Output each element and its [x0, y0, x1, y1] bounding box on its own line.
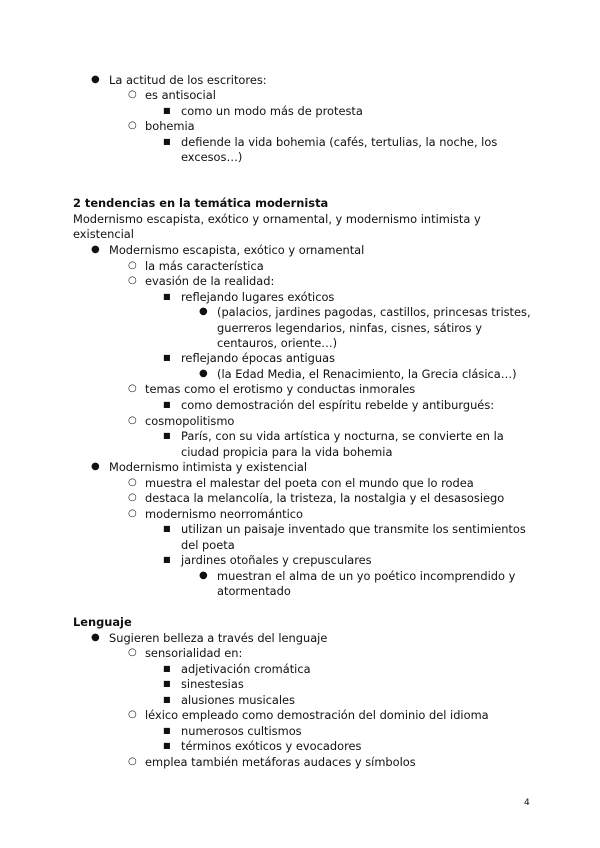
list-item: sensorialidad en:: [145, 646, 243, 660]
bullet-square: ■: [163, 292, 171, 301]
list-item: reflejando lugares exóticos: [181, 290, 335, 304]
bullet-circle: ○: [128, 477, 137, 488]
list-item: evasión de la realidad:: [145, 274, 275, 288]
list-item: léxico empleado como demostración del dominio del idioma: [145, 708, 489, 722]
bullet-square: ■: [163, 524, 171, 533]
bullet-disc: ●: [91, 461, 100, 472]
list-item: Modernismo escapista, exótico y ornamental: [109, 243, 365, 257]
list-item: numerosos cultismos: [181, 724, 302, 738]
paragraph: Modernismo escapista, exótico y ornamental, y modernismo intimista y: [73, 212, 481, 226]
section-heading: 2 tendencias en la temática modernista: [73, 196, 329, 210]
list-item: alusiones musicales: [181, 693, 295, 707]
bullet-disc: ●: [199, 306, 208, 317]
bullet-disc: ●: [91, 632, 100, 643]
list-item-continuation: atormentado: [217, 584, 291, 598]
bullet-square: ■: [163, 353, 171, 362]
section-heading: Lenguaje: [73, 615, 132, 629]
bullet-square: ■: [163, 664, 171, 673]
list-item: como demostración del espíritu rebelde y antiburgués:: [181, 398, 495, 412]
list-item: la más característica: [145, 259, 264, 273]
bullet-square: ■: [163, 431, 171, 440]
list-item-continuation: ciudad propicia para la vida bohemia: [181, 445, 393, 459]
list-item: modernismo neorromántico: [145, 507, 304, 521]
list-item-continuation: centauros, oriente…): [217, 336, 338, 350]
list-item-continuation: guerreros legendarios, ninfas, cisnes, sátiros y: [217, 321, 482, 335]
list-item: cosmopolitismo: [145, 414, 235, 428]
bullet-circle: ○: [128, 756, 137, 767]
list-item: jardines otoñales y crepusculares: [181, 553, 372, 567]
list-item: utilizan un paisaje inventado que transmite los sentimientos: [181, 522, 526, 536]
bullet-square: ■: [163, 695, 171, 704]
bullet-disc: ●: [199, 368, 208, 379]
page-number: 4: [524, 798, 530, 808]
list-item-continuation: excesos…): [181, 150, 243, 164]
list-item: como un modo más de protesta: [181, 104, 363, 118]
list-item: (la Edad Media, el Renacimiento, la Grecia clásica…): [217, 367, 517, 381]
bullet-square: ■: [163, 741, 171, 750]
list-item: adjetivación cromática: [181, 662, 311, 676]
list-item: destaca la melancolía, la tristeza, la nostalgia y el desasosiego: [145, 491, 505, 505]
list-item: (palacios, jardines pagodas, castillos, princesas tristes,: [217, 305, 531, 319]
bullet-circle: ○: [128, 415, 137, 426]
bullet-circle: ○: [128, 709, 137, 720]
list-item: Sugieren belleza a través del lenguaje: [109, 631, 328, 645]
bullet-circle: ○: [128, 492, 137, 503]
bullet-disc: ●: [199, 570, 208, 581]
bullet-circle: ○: [128, 260, 137, 271]
list-item: defiende la vida bohemia (cafés, tertulias, la noche, los: [181, 135, 498, 149]
list-item: muestra el malestar del poeta con el mundo que lo rodea: [145, 476, 474, 490]
list-item: reflejando épocas antiguas: [181, 351, 336, 365]
bullet-circle: ○: [128, 383, 137, 394]
list-item: temas como el erotismo y conductas inmorales: [145, 382, 416, 396]
list-item: sinestesias: [181, 677, 244, 691]
list-item: es antisocial: [145, 88, 216, 102]
bullet-square: ■: [163, 679, 171, 688]
bullet-circle: ○: [128, 647, 137, 658]
list-item-continuation: del poeta: [181, 538, 235, 552]
bullet-disc: ●: [91, 74, 100, 85]
bullet-circle: ○: [128, 120, 137, 131]
list-item: La actitud de los escritores:: [109, 73, 267, 87]
list-item: términos exóticos y evocadores: [181, 739, 362, 753]
paragraph: existencial: [73, 227, 134, 241]
list-item: Modernismo intimista y existencial: [109, 460, 308, 474]
bullet-square: ■: [163, 400, 171, 409]
list-item: muestran el alma de un yo poético incomprendido y: [217, 569, 516, 583]
list-item: emplea también metáforas audaces y símbolos: [145, 755, 416, 769]
bullet-square: ■: [163, 137, 171, 146]
bullet-disc: ●: [91, 244, 100, 255]
bullet-square: ■: [163, 555, 171, 564]
list-item: París, con su vida artística y nocturna, se convierte en la: [181, 429, 504, 443]
bullet-circle: ○: [128, 508, 137, 519]
bullet-square: ■: [163, 106, 171, 115]
bullet-circle: ○: [128, 89, 137, 100]
bullet-circle: ○: [128, 275, 137, 286]
bullet-square: ■: [163, 726, 171, 735]
list-item: bohemia: [145, 119, 195, 133]
